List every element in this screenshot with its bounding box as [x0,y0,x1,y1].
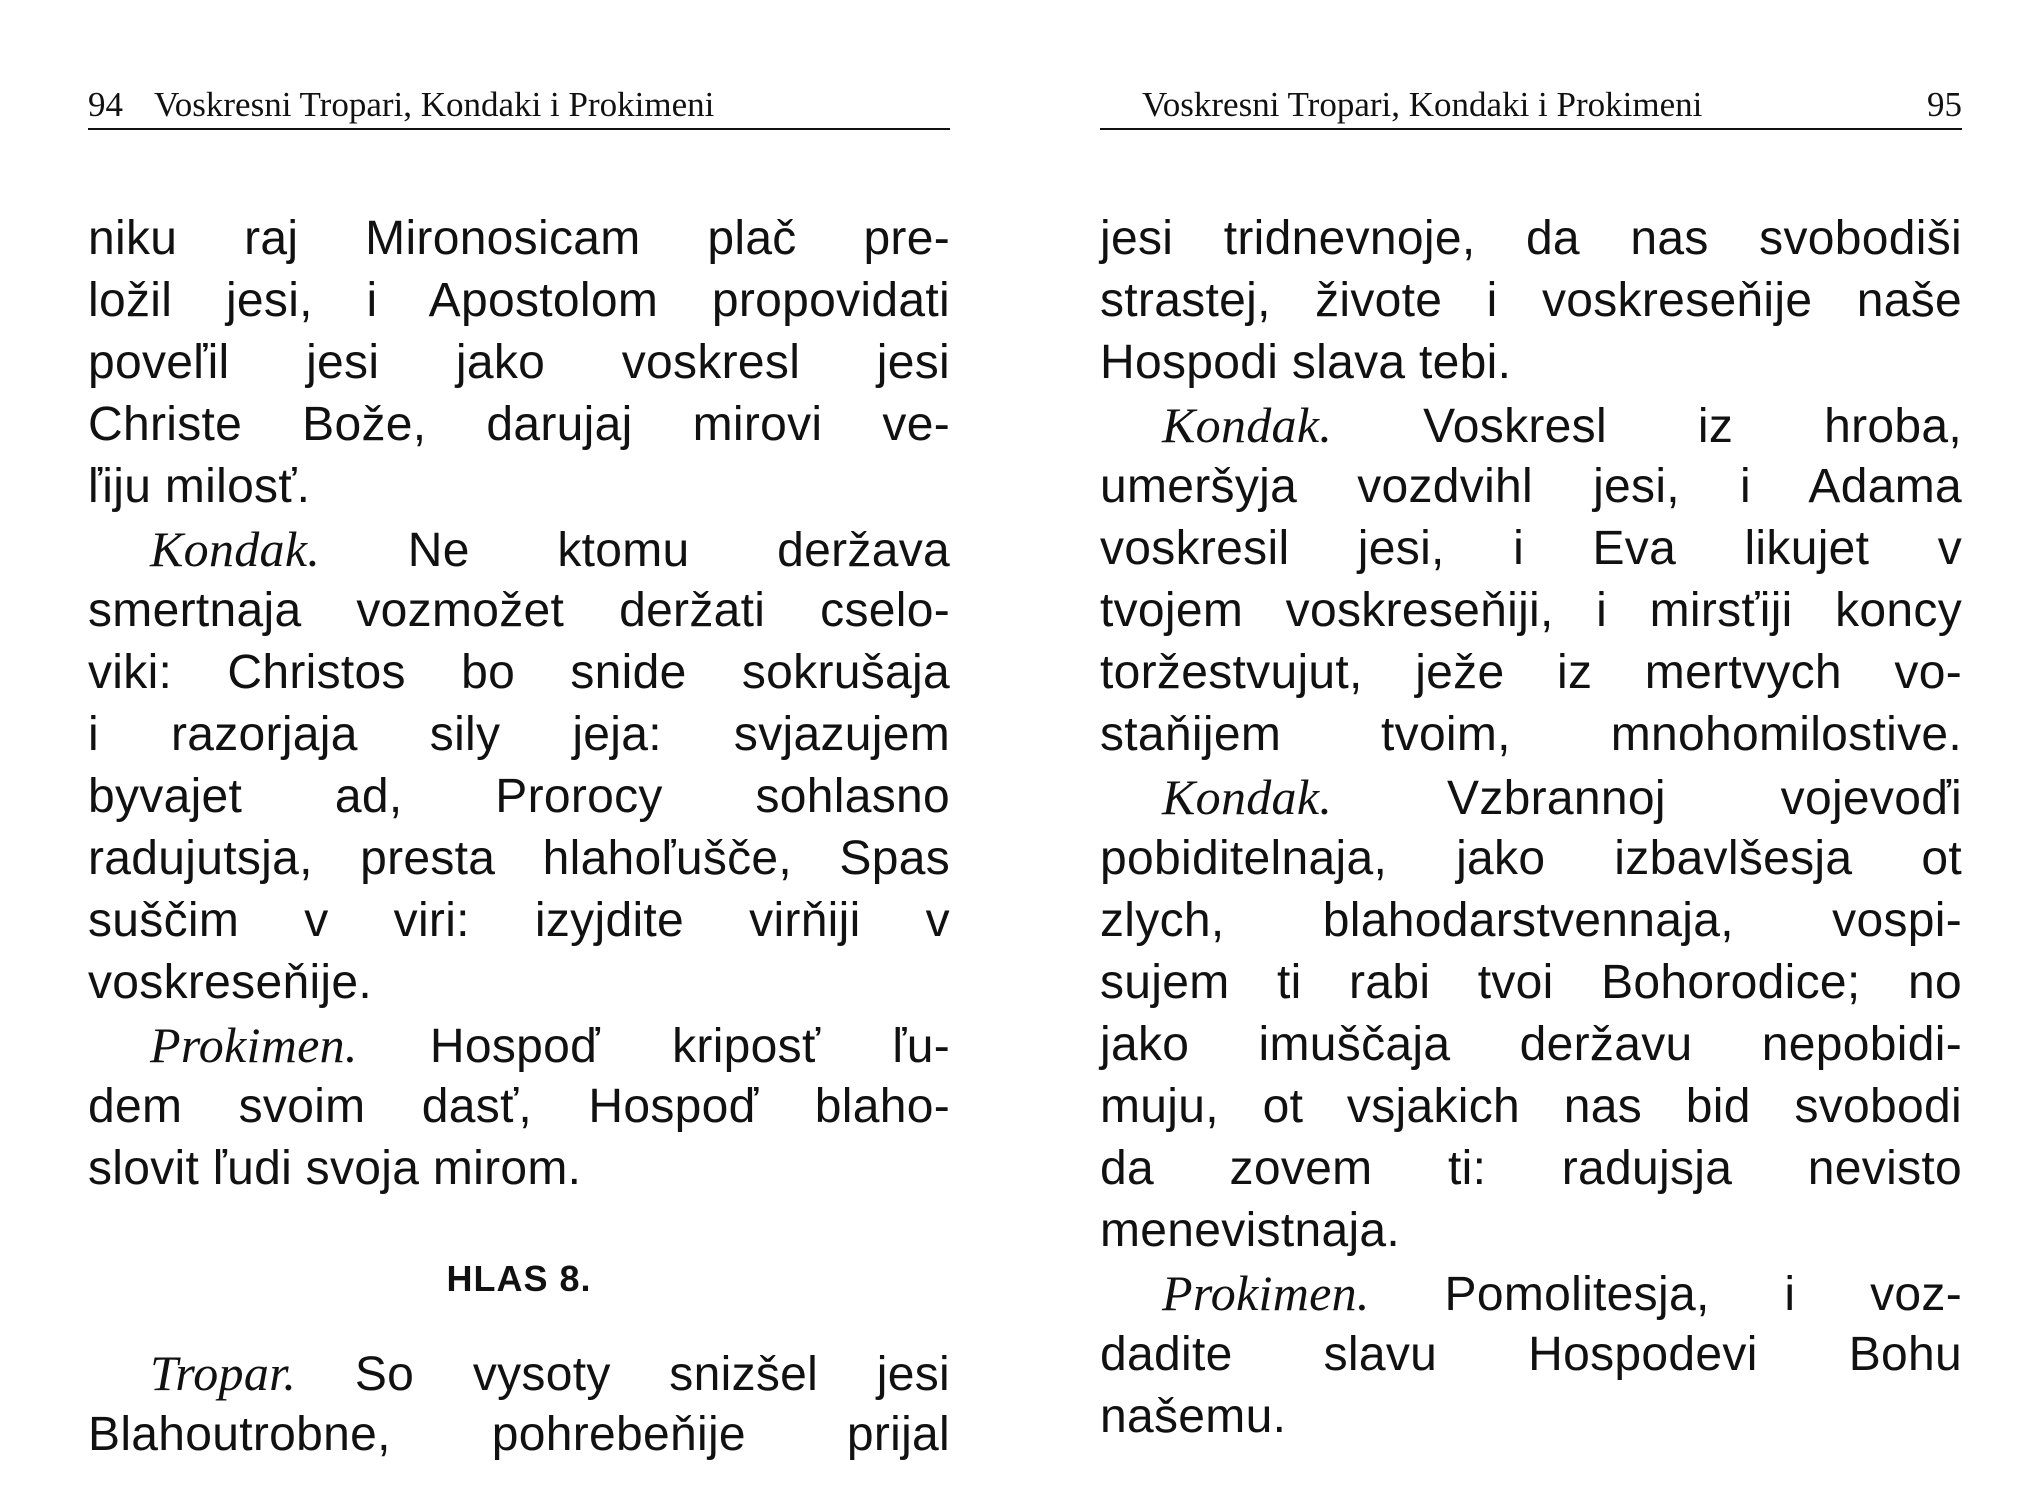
text-line: Christe Bože, darujaj mirovi ve- [88,398,950,451]
section-spacer [88,1200,950,1248]
text-line: poveľil jesi jako voskresl jesi [88,336,950,389]
text-line: umeršyja vozdvihl jesi, i Adama [1100,460,1962,513]
left-header-title: Voskresni Tropari, Kondaki i Prokimeni [154,85,715,124]
prokimen-first-line [88,1014,950,1076]
text-line: niku raj Mironosicam plač pre- [88,212,950,265]
text-line: našemu. [1100,1390,1287,1443]
text-line: toržestvujut, ježe iz mertvych vo- [1100,646,1962,699]
text-line: slovit ľudi svoja mirom. [88,1142,582,1195]
text-line: byvajet ad, Prorocy sohlasno [88,770,950,823]
kondak-first-line [1100,766,1962,828]
text-line: zlych, blahodarstvennaja, vospi- [1100,894,1962,947]
kondak-label: Kondak. [1162,397,1333,453]
left-page [88,0,950,1500]
prokimen-first-line [1100,1262,1962,1324]
text-line: strastej, živote i voskreseňije naše [1100,274,1962,327]
left-body-text [88,208,950,1466]
left-header-rule [88,128,950,130]
kondak-label: Kondak. [150,521,321,577]
text-line: da zovem ti: radujsja nevisto [1100,1142,1962,1195]
prokimen-first-text: Pomolitesja, i voz- [1444,1268,1962,1321]
kondak-first-text: Vzbrannoj vojevoďi [1447,772,1962,825]
right-header-title: Voskresni Tropari, Kondaki i Prokimeni [1142,85,1703,124]
kondak-first-line [88,518,950,580]
tropar-first-line [88,1342,950,1404]
right-body-text [1100,208,1962,1448]
text-line: ložil jesi, i Apostolom propovidati [88,274,950,327]
text-line: tvojem voskreseňiji, i mirsťiji koncy [1100,584,1962,637]
kondak-first-text: Ne ktomu deržava [407,524,951,577]
right-page [1100,0,1962,1500]
kondak-first-line [1100,394,1962,456]
text-line: viki: Christos bo snide sokrušaja [88,646,950,699]
text-line: dadite slavu Hospodevi Bohu [1100,1328,1962,1381]
text-line: suščim v viri: izyjdite virňiji v [88,894,950,947]
prokimen-label: Prokimen. [150,1017,358,1073]
prokimen-label: Prokimen. [1162,1265,1370,1321]
text-line: voskresil jesi, i Eva likujet v [1100,522,1962,575]
kondak-first-text: Voskresl iz hroba, [1423,400,1963,453]
tropar-first-text: So vysoty snizšel jesi [354,1348,951,1401]
text-line: muju, ot vsjakich nas bid svobodi [1100,1080,1962,1133]
kondak-label: Kondak. [1162,769,1333,825]
right-running-head [1100,82,1962,128]
text-line: radujutsja, presta hlahoľušče, Spas [88,832,950,885]
text-line: jesi tridnevnoje, da nas svobodiši [1100,212,1962,265]
text-line: pobiditelnaja, jako izbavlšesja ot [1100,832,1962,885]
text-line: staňijem tvoim, mnohomilostive. [1100,708,1962,761]
text-line: dem svoim dasť, Hospoď blaho- [88,1080,950,1133]
text-line: menevistnaja. [1100,1204,1401,1257]
text-line: Blahoutrobne, pohrebeňije prijal [88,1408,950,1461]
text-line: i razorjaja sily jeja: svjazujem [88,708,950,761]
text-line: Hospodi slava tebi. [1100,336,1512,389]
text-line: smertnaja vozmožet deržati cselo- [88,584,950,637]
section-heading: HLAS 8. [446,1258,592,1299]
right-header-rule [1100,128,1962,130]
text-line: sujem ti rabi tvoi Bohorodice; no [1100,956,1962,1009]
left-running-head [88,82,950,128]
left-page-number: 94 [88,85,123,124]
text-line: ľiju milosť. [88,460,311,513]
heading-gap [88,1310,950,1342]
text-line: voskreseňije. [88,956,373,1009]
tropar-label: Tropar. [150,1345,297,1401]
text-line: jako imuščaja deržavu nepobidi- [1100,1018,1962,1071]
right-page-number: 95 [1927,85,1962,124]
prokimen-first-text: Hospoď kriposť ľu- [429,1020,950,1073]
